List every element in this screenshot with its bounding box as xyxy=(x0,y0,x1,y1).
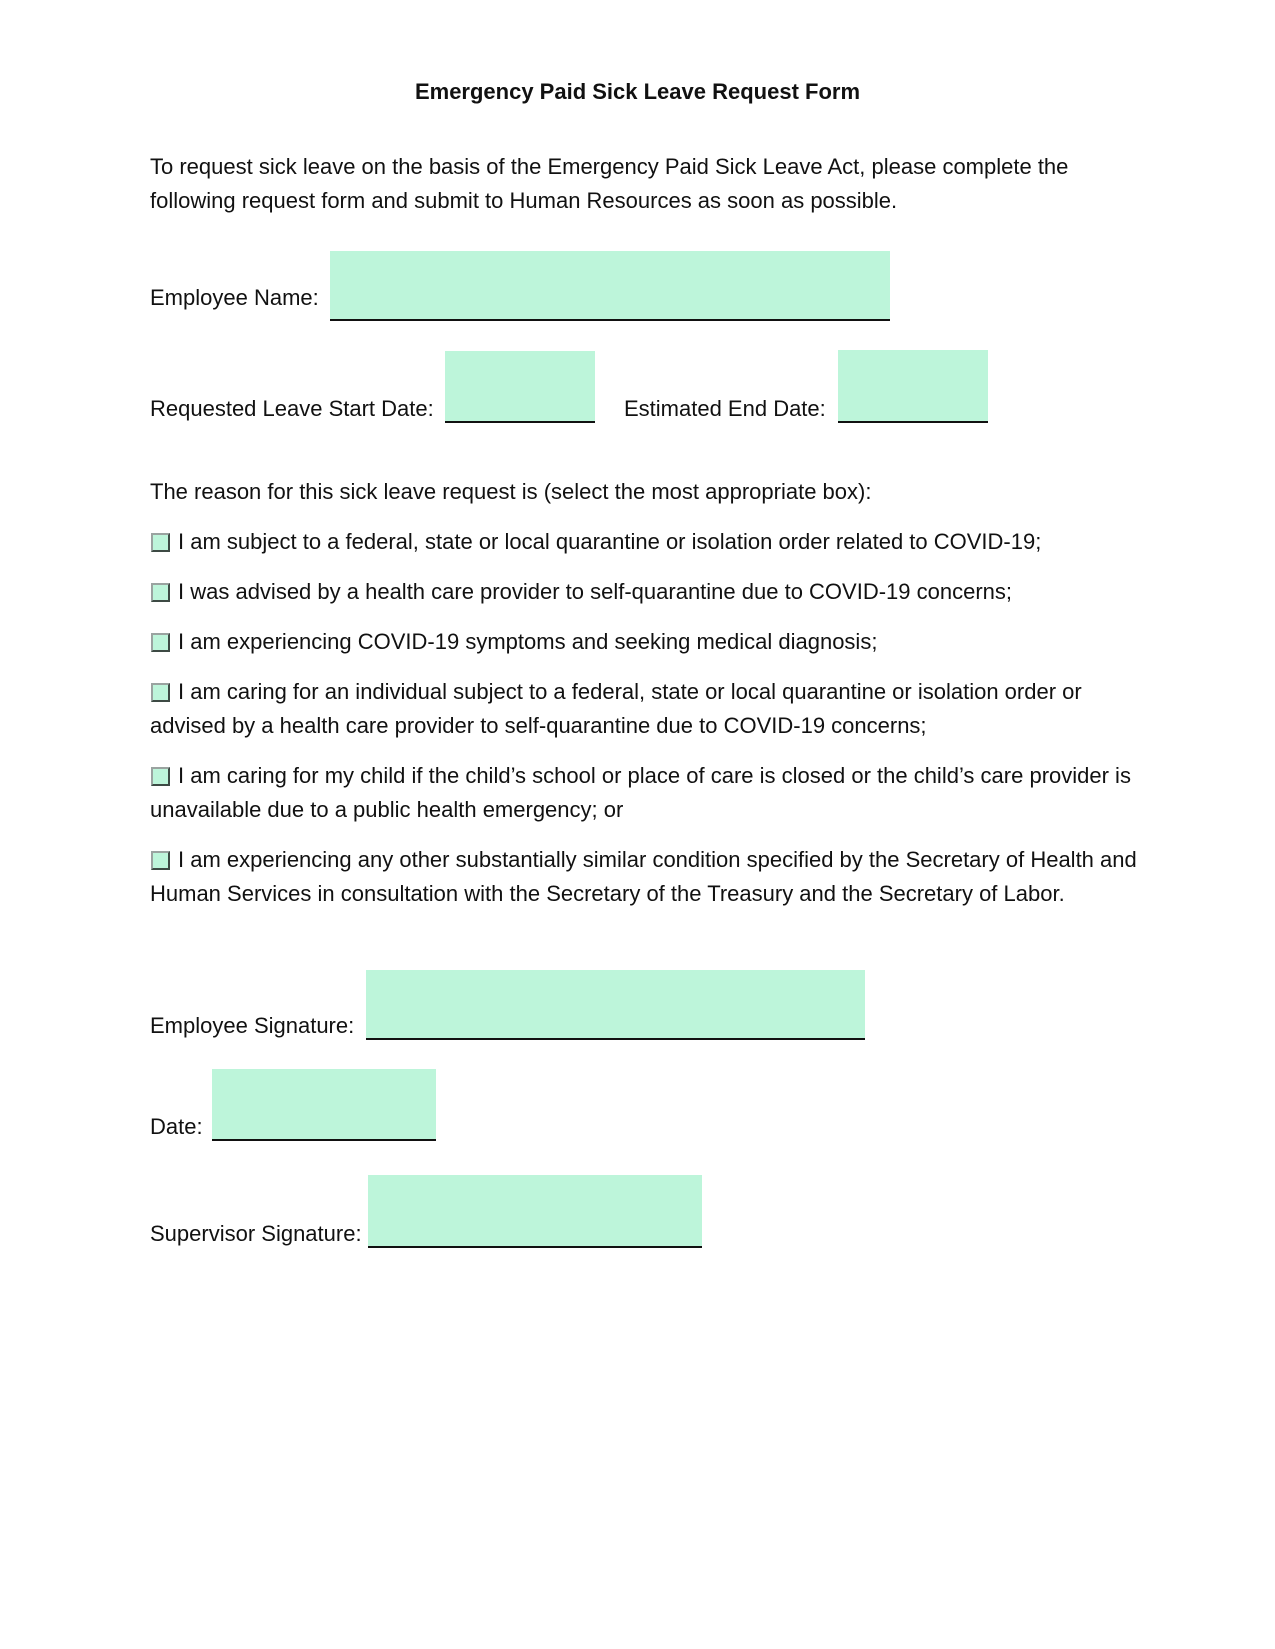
employee-name-field[interactable] xyxy=(330,251,890,321)
reason-prompt: The reason for this sick leave request is (select the most appropriate box): xyxy=(150,479,872,504)
reason-option-2: I was advised by a health care provider to self-quarantine due to COVID-19 concerns; xyxy=(178,579,1013,604)
reason-option-4: I am caring for an individual subject to a federal, state or local quarantine or isolation order or advised by a health care provider to self-quarantine due to COVID-19 concerns; xyxy=(150,679,1082,738)
employee-signature-label: Employee Signature: xyxy=(150,1013,355,1038)
end-date-field[interactable] xyxy=(838,350,988,423)
start-date-field[interactable] xyxy=(445,351,595,423)
supervisor-signature-label: Supervisor Signature: xyxy=(150,1221,362,1246)
intro-paragraph: To request sick leave on the basis of the Emergency Paid Sick Leave Act, please complete the following request form and submit to Human Resources as soon as possible. xyxy=(150,154,1069,213)
employee-name-label: Employee Name: xyxy=(150,285,319,310)
employee-signature-field[interactable] xyxy=(366,970,865,1040)
reason-option-1: I am subject to a federal, state or local quarantine or isolation order related to COVID-19; xyxy=(178,529,1042,554)
end-date-label: Estimated End Date: xyxy=(624,396,826,421)
date-label: Date: xyxy=(150,1114,203,1139)
reason-option-5: I am caring for my child if the child’s school or place of care is closed or the child’s care provider is unavailable due to a public health emergency; or xyxy=(150,763,1131,822)
date-field[interactable] xyxy=(212,1069,436,1141)
form-title: Emergency Paid Sick Leave Request Form xyxy=(414,79,861,104)
supervisor-signature-field[interactable] xyxy=(368,1175,702,1248)
reason-option-6: I am experiencing any other substantially similar condition specified by the Secretary of Health and Human Services in consultation with the Secretary of the Treasury and the Secretary of Labor. xyxy=(150,847,1137,906)
reason-option-3: I am experiencing COVID-19 symptoms and seeking medical diagnosis; xyxy=(178,629,878,654)
start-date-label: Requested Leave Start Date: xyxy=(150,396,434,421)
